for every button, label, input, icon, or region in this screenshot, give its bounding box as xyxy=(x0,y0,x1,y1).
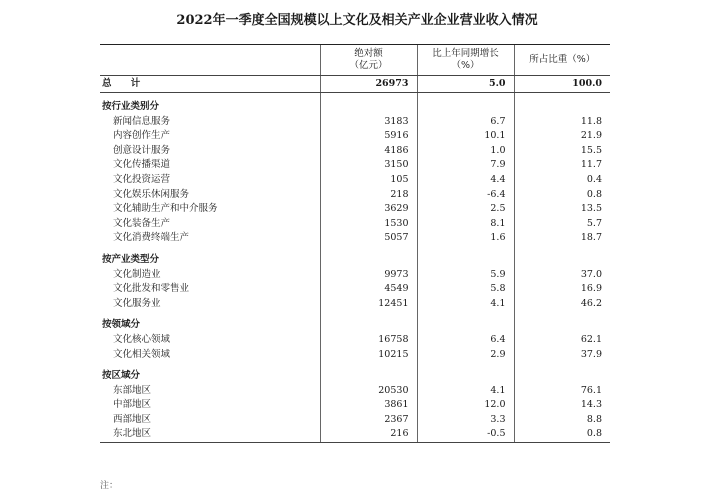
table-row xyxy=(100,188,610,203)
table-header-row xyxy=(100,45,610,76)
spacer-cell xyxy=(320,362,417,369)
table-row xyxy=(100,348,610,363)
row-share: 0.8 xyxy=(514,427,610,442)
page-title: 2022年一季度全国规模以上文化及相关产业企业营业收入情况 xyxy=(176,13,538,28)
spacer-cell xyxy=(320,93,417,101)
row-label: 创意设计服务 xyxy=(113,144,171,156)
section-title-row xyxy=(100,100,610,115)
row-growth: 4.4 xyxy=(417,173,514,188)
row-growth: 2.5 xyxy=(417,202,514,217)
total-growth: 5.0 xyxy=(417,76,514,93)
row-label: 新闻信息服务 xyxy=(113,115,171,127)
row-share: 76.1 xyxy=(514,384,610,399)
row-growth: 1.6 xyxy=(417,231,514,246)
total-label: 总 计 xyxy=(100,76,320,93)
header-amount-label: 绝对额 （亿元） xyxy=(349,48,388,71)
spacer-row xyxy=(100,93,610,101)
row-amount: 4186 xyxy=(320,144,417,159)
row-amount: 3629 xyxy=(320,202,417,217)
row-label: 文化相关领域 xyxy=(113,348,171,360)
row-label: 中部地区 xyxy=(113,399,152,411)
row-growth: -6.4 xyxy=(417,188,514,203)
section-blank-cell xyxy=(320,253,417,268)
header-growth xyxy=(417,45,514,76)
header-blank xyxy=(100,45,320,76)
row-amount: 1530 xyxy=(320,217,417,232)
footnote: 注： xyxy=(100,481,119,491)
row-label: 内容创作生产 xyxy=(113,130,171,142)
row-growth: 6.4 xyxy=(417,333,514,348)
table-row xyxy=(100,413,610,428)
spacer-cell xyxy=(514,93,610,101)
table-row xyxy=(100,231,610,246)
row-share: 11.7 xyxy=(514,158,610,173)
row-label: 西部地区 xyxy=(113,413,152,425)
row-growth: 4.1 xyxy=(417,297,514,312)
row-share: 0.8 xyxy=(514,188,610,203)
row-share: 37.9 xyxy=(514,348,610,363)
table-row xyxy=(100,144,610,159)
section-title-row xyxy=(100,318,610,333)
header-amount xyxy=(320,45,417,76)
row-growth: 5.9 xyxy=(417,268,514,283)
section-blank-cell xyxy=(417,100,514,115)
section-title: 按行业类别分 xyxy=(102,101,160,112)
table-row xyxy=(100,115,610,130)
section-blank-cell xyxy=(417,253,514,268)
spacer-row xyxy=(100,246,610,253)
spacer-cell xyxy=(417,311,514,318)
row-amount: 3150 xyxy=(320,158,417,173)
table-row xyxy=(100,427,610,442)
table-body xyxy=(100,76,610,443)
row-share: 13.5 xyxy=(514,202,610,217)
row-share: 37.0 xyxy=(514,268,610,283)
total-share: 100.0 xyxy=(514,76,610,93)
spacer-cell xyxy=(100,362,320,369)
row-label: 文化消费终端生产 xyxy=(113,232,190,244)
section-blank-cell xyxy=(514,369,610,384)
spacer-cell xyxy=(514,311,610,318)
spacer-cell xyxy=(320,246,417,253)
row-growth: 5.8 xyxy=(417,282,514,297)
row-growth: 10.1 xyxy=(417,129,514,144)
section-blank-cell xyxy=(320,369,417,384)
row-growth: -0.5 xyxy=(417,427,514,442)
row-label: 东部地区 xyxy=(113,384,152,396)
table-row xyxy=(100,173,610,188)
table-row xyxy=(100,202,610,217)
row-label: 东北地区 xyxy=(100,427,320,442)
table-row xyxy=(100,297,610,312)
table-row xyxy=(100,398,610,413)
row-amount: 5916 xyxy=(320,129,417,144)
row-growth: 4.1 xyxy=(417,384,514,399)
row-share: 8.8 xyxy=(514,413,610,428)
section-blank-cell xyxy=(320,318,417,333)
row-label: 文化投资运营 xyxy=(113,173,171,185)
row-label: 文化服务业 xyxy=(113,297,161,309)
row-amount: 12451 xyxy=(320,297,417,312)
row-growth: 7.9 xyxy=(417,158,514,173)
header-share-label: 所占比重（%） xyxy=(529,54,596,65)
row-share: 46.2 xyxy=(514,297,610,312)
table-row xyxy=(100,384,610,399)
spacer-cell xyxy=(417,362,514,369)
row-amount: 4549 xyxy=(320,282,417,297)
row-share: 18.7 xyxy=(514,231,610,246)
spacer-cell xyxy=(100,93,320,101)
row-amount: 16758 xyxy=(320,333,417,348)
revenue-table xyxy=(100,44,610,443)
table-row xyxy=(100,217,610,232)
table-row xyxy=(100,268,610,283)
section-blank-cell xyxy=(417,369,514,384)
total-row xyxy=(100,76,610,93)
spacer-cell xyxy=(514,246,610,253)
spacer-row xyxy=(100,311,610,318)
row-amount: 2367 xyxy=(320,413,417,428)
row-growth: 2.9 xyxy=(417,348,514,363)
row-label: 文化批发和零售业 xyxy=(113,283,190,295)
row-label: 文化装备生产 xyxy=(113,217,171,229)
spacer-cell xyxy=(514,362,610,369)
table-row xyxy=(100,158,610,173)
table-row xyxy=(100,129,610,144)
section-title: 按产业类型分 xyxy=(102,253,160,265)
row-growth: 6.7 xyxy=(417,115,514,130)
section-title-row xyxy=(100,253,610,268)
row-amount: 5057 xyxy=(320,231,417,246)
table-row xyxy=(100,282,610,297)
row-share: 14.3 xyxy=(514,398,610,413)
section-blank-cell xyxy=(417,318,514,333)
row-share: 16.9 xyxy=(514,282,610,297)
row-share: 5.7 xyxy=(514,217,610,232)
spacer-cell xyxy=(320,311,417,318)
row-share: 11.8 xyxy=(514,115,610,130)
spacer-row xyxy=(100,362,610,369)
section-title: 按领域分 xyxy=(102,319,141,331)
total-amount: 26973 xyxy=(320,76,417,93)
section-blank-cell xyxy=(514,100,610,115)
row-growth: 3.3 xyxy=(417,413,514,428)
row-growth: 1.0 xyxy=(417,144,514,159)
section-blank-cell xyxy=(320,100,417,115)
row-amount: 20530 xyxy=(320,384,417,399)
row-label: 文化核心领域 xyxy=(113,333,171,345)
row-amount: 218 xyxy=(320,188,417,203)
section-blank-cell xyxy=(514,253,610,268)
row-label: 文化娱乐休闲服务 xyxy=(113,188,190,200)
header-growth-label: 比上年同期增长 （%） xyxy=(432,48,499,71)
row-label: 文化制造业 xyxy=(113,268,161,280)
row-growth: 8.1 xyxy=(417,217,514,232)
row-share: 21.9 xyxy=(514,129,610,144)
row-label: 文化传播渠道 xyxy=(113,159,171,171)
spacer-cell xyxy=(417,93,514,101)
section-title-row xyxy=(100,369,610,384)
row-amount: 105 xyxy=(320,173,417,188)
spacer-cell xyxy=(100,311,320,318)
row-amount: 216 xyxy=(320,427,417,442)
row-share: 15.5 xyxy=(514,144,610,159)
row-amount: 10215 xyxy=(320,348,417,363)
row-amount: 3183 xyxy=(320,115,417,130)
row-amount: 9973 xyxy=(320,268,417,283)
row-share: 62.1 xyxy=(514,333,610,348)
row-share: 0.4 xyxy=(514,173,610,188)
row-growth: 12.0 xyxy=(417,398,514,413)
row-amount: 3861 xyxy=(320,398,417,413)
table-row xyxy=(100,333,610,348)
section-title: 按区域分 xyxy=(102,370,141,382)
row-label: 文化辅助生产和中介服务 xyxy=(113,203,218,215)
spacer-cell xyxy=(100,246,320,253)
header-share xyxy=(514,45,610,76)
spacer-cell xyxy=(417,246,514,253)
section-blank-cell xyxy=(514,318,610,333)
